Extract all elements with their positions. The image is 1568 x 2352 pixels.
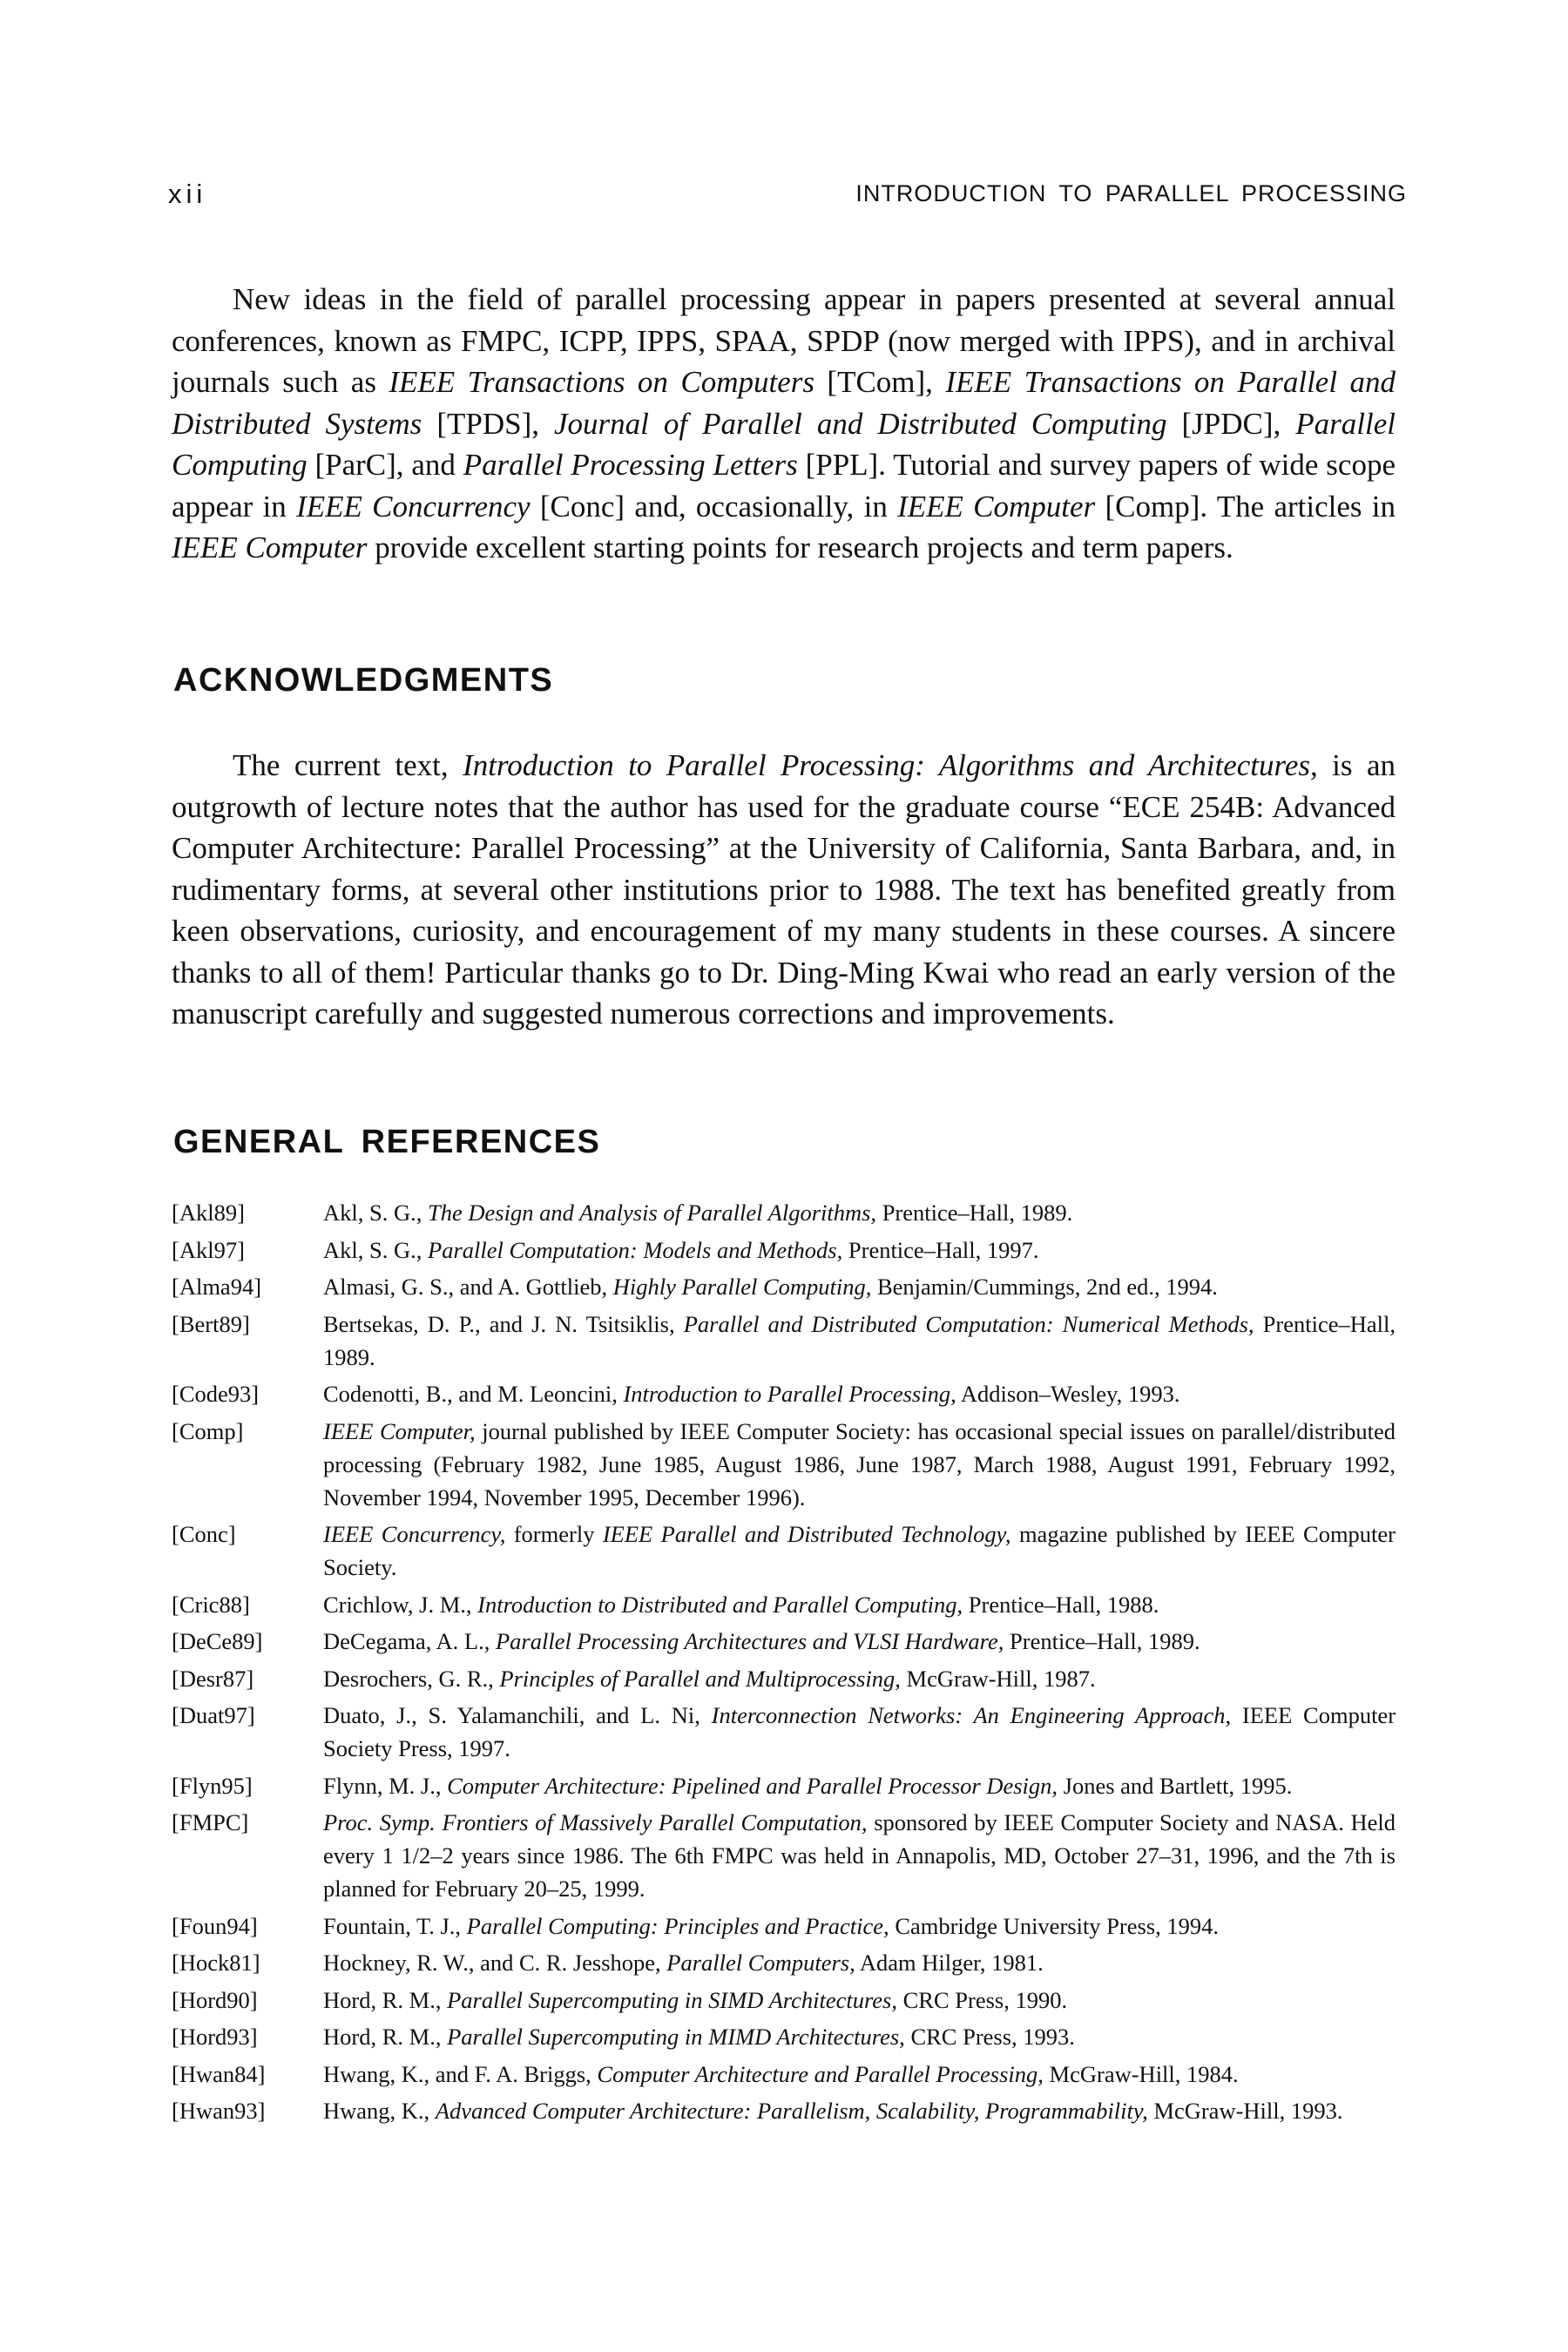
italic-title: Highly Parallel Computing, — [612, 1274, 872, 1300]
reference-item — [172, 1517, 1396, 1584]
reference-item — [172, 1233, 1396, 1267]
text-run: Benjamin/Cummings, 2nd ed., 1994. — [871, 1274, 1218, 1300]
italic-title: IEEE Computer, — [323, 1417, 476, 1444]
text-run: formerly — [505, 1521, 603, 1547]
reference-item — [172, 1588, 1396, 1621]
text-run: Prentice–Hall, 1988. — [963, 1591, 1159, 1618]
reference-list — [172, 1196, 1396, 2132]
reference-key: [Flyn95] — [172, 1772, 253, 1799]
italic-title: IEEE Concurrency, — [323, 1521, 506, 1547]
text-run: New ideas in the field of parallel processing appear in papers presented at several annual conferences, known as FMPC, ICPP, IPPS, SPAA, SPDP (now merged with IPPS), and in archival journals such as — [172, 282, 1396, 399]
reference-key: [Akl97] — [172, 1236, 245, 1263]
reference-item — [172, 1806, 1396, 1905]
italic-title: IEEE Concurrency — [296, 489, 531, 524]
reference-item — [172, 1196, 1396, 1229]
reference-item — [172, 2020, 1396, 2053]
text-run: journal published by IEEE Computer Society: has occasional special issues on parallel/distributed processing (February 1982, June 1985, August 1986, June 1987, March 1988, August 1991, February 1992, November 1994, November 1995, December 1996). — [323, 1417, 1396, 1511]
reference-key: [FMPC] — [172, 1809, 249, 1835]
reference-citation — [323, 1625, 1396, 1658]
running-title: INTRODUCTION TO PARALLEL PROCESSING — [855, 180, 1407, 206]
text-run: McGraw-Hill, 1993. — [1147, 2098, 1343, 2124]
reference-item — [172, 1415, 1396, 1514]
italic-title: Introduction to Parallel Processing: Algorithms and Architectures, — [463, 748, 1318, 782]
reference-item — [172, 1662, 1396, 1695]
reference-key: [Bert89] — [172, 1310, 250, 1337]
italic-title: Parallel Supercomputing in SIMD Architectures, — [447, 1986, 897, 2013]
reference-citation — [323, 1588, 1396, 1621]
text-run: Hockney, R. W., and C. R. Jesshope, — [323, 1950, 667, 1976]
reference-citation — [323, 1806, 1396, 1905]
text-run: [TCom], — [814, 365, 946, 399]
text-run: [PPL]. Tutorial and survey papers of wide scope appear in — [172, 448, 1396, 524]
text-run: Prentice–Hall, 1989. — [876, 1200, 1073, 1226]
intro-paragraph — [172, 279, 1396, 569]
text-run: [Comp]. The articles in — [1095, 489, 1396, 524]
reference-citation — [323, 2020, 1396, 2053]
reference-item — [172, 1625, 1396, 1658]
reference-item — [172, 1946, 1396, 1979]
references-heading: GENERAL REFERENCES — [173, 1124, 601, 1160]
italic-title: Introduction to Distributed and Parallel Computing, — [477, 1591, 963, 1618]
text-run: Prentice–Hall, 1989. — [1004, 1628, 1200, 1654]
reference-citation — [323, 1662, 1396, 1695]
reference-key: [Comp] — [172, 1417, 244, 1444]
reference-key: [Cric88] — [172, 1591, 250, 1618]
reference-key: [Conc] — [172, 1521, 236, 1547]
italic-title: Introduction to Parallel Processing, — [623, 1381, 956, 1407]
text-run: McGraw-Hill, 1984. — [1043, 2060, 1239, 2087]
text-run: is an outgrowth of lecture notes that the author has used for the graduate course “ECE 254B: Advanced Computer Architecture: Parallel Processing” at the University of California, Santa Barbara, and, in rudimentary forms, at several other institutions prior to 1988. The text has benefited greatly from keen observations, curiosity, and encouragement of my many students in these courses. A sincere thanks to all of them! Particular thanks go to Dr. Ding-Ming Kwai who read an early version of the manuscript carefully and suggested numerous corrections and improvements. — [172, 748, 1396, 1031]
reference-citation — [323, 1377, 1396, 1410]
reference-citation — [323, 1517, 1396, 1584]
text-run: [TPDS], — [422, 406, 554, 441]
italic-title: Parallel Processing Architectures and VLSI Hardware, — [495, 1628, 1004, 1654]
text-run: Hwang, K., and F. A. Briggs, — [323, 2060, 598, 2087]
acknowledgments-text — [172, 745, 1396, 1035]
text-run: sponsored by IEEE Computer Society and NASA. Held every 1 1/2–2 years since 1986. The 6th FMPC was held in Annapolis, MD, October 27–31, 1996, and the 7th is planned for February 20–25, 1999. — [323, 1809, 1396, 1902]
text-run: [ParC], and — [307, 448, 463, 482]
italic-title: IEEE Computer — [897, 489, 1096, 524]
italic-title: Parallel and Distributed Computation: Numerical Methods, — [683, 1310, 1254, 1337]
text-run: Almasi, G. S., and A. Gottlieb, — [323, 1274, 613, 1300]
text-run: Codenotti, B., and M. Leoncini, — [323, 1381, 624, 1407]
text-run: Akl, S. G., — [323, 1236, 429, 1263]
italic-title: Journal of Parallel and Distributed Computing — [554, 406, 1167, 441]
text-run: Fountain, T. J., — [323, 1912, 467, 1939]
acknowledgments-heading: ACKNOWLEDGMENTS — [173, 662, 554, 699]
text-run: Prentice–Hall, 1997. — [842, 1236, 1039, 1263]
reference-citation — [323, 1946, 1396, 1979]
reference-item — [172, 1769, 1396, 1802]
text-run: Cambridge University Press, 1994. — [889, 1912, 1220, 1939]
acknowledgments-paragraph — [172, 745, 1396, 1035]
italic-title: Parallel Computers, — [666, 1950, 855, 1976]
reference-item — [172, 1699, 1396, 1765]
reference-key: [Foun94] — [172, 1912, 258, 1939]
reference-key: [Desr87] — [172, 1665, 254, 1692]
reference-citation — [323, 1769, 1396, 1802]
reference-citation — [323, 1196, 1396, 1229]
italic-title: Principles of Parallel and Multiprocessing, — [499, 1665, 901, 1692]
italic-title: Parallel Computing — [172, 406, 1396, 482]
text-run: magazine published by IEEE Computer Society. — [323, 1521, 1396, 1580]
reference-citation — [323, 2058, 1396, 2091]
reference-citation — [323, 1909, 1396, 1943]
reference-citation — [323, 1270, 1396, 1303]
text-run: McGraw-Hill, 1987. — [900, 1665, 1096, 1692]
italic-title: IEEE Computer — [172, 531, 368, 564]
reference-item — [172, 2058, 1396, 2091]
text-run: Addison–Wesley, 1993. — [956, 1381, 1180, 1407]
text-run: Prentice–Hall, 1989. — [323, 1310, 1396, 1370]
text-run: Desrochers, G. R., — [323, 1665, 500, 1692]
reference-citation — [323, 1233, 1396, 1267]
text-run: CRC Press, 1993. — [904, 2024, 1075, 2050]
text-run: provide excellent starting points for research projects and term papers. — [367, 531, 1233, 564]
reference-citation — [323, 1984, 1396, 2017]
reference-key: [Hord90] — [172, 1986, 258, 2013]
reference-key: [Hwan84] — [172, 2060, 266, 2087]
text-run: Hord, R. M., — [323, 2024, 448, 2050]
text-run: Flynn, M. J., — [323, 1772, 448, 1799]
reference-key: [Code93] — [172, 1381, 260, 1407]
italic-title: Parallel Computing: Principles and Practice, — [466, 1912, 889, 1939]
reference-citation — [323, 2094, 1396, 2127]
italic-title: Parallel Computation: Models and Methods, — [428, 1236, 843, 1263]
italic-title: IEEE Transactions on Computers — [389, 365, 814, 399]
italic-title: Computer Architecture: Pipelined and Parallel Processor Design, — [447, 1772, 1058, 1799]
page-number: xii — [168, 179, 207, 209]
italic-title: Advanced Computer Architecture: Parallelism, Scalability, Programmability, — [435, 2098, 1148, 2124]
reference-item — [172, 1909, 1396, 1943]
text-run: CRC Press, 1990. — [896, 1986, 1068, 2013]
text-run: [JPDC], — [1166, 406, 1296, 441]
reference-key: [Duat97] — [172, 1702, 255, 1728]
reference-key: [Hord93] — [172, 2024, 258, 2050]
text-run: Akl, S. G., — [323, 1200, 429, 1226]
italic-title: IEEE Transactions on Parallel and Distributed Systems — [172, 365, 1396, 441]
reference-key: [Hwan93] — [172, 2098, 266, 2124]
reference-item — [172, 1984, 1396, 2017]
text-run: Hord, R. M., — [323, 1986, 448, 2013]
reference-key: [Hock81] — [172, 1950, 260, 1976]
text-run: Adam Hilger, 1981. — [855, 1950, 1044, 1976]
reference-key: [Alma94] — [172, 1274, 262, 1300]
text-run: [Conc] and, occasionally, in — [530, 489, 898, 524]
text-run: Hwang, K., — [323, 2098, 436, 2124]
reference-citation — [323, 1699, 1396, 1765]
reference-item — [172, 1308, 1396, 1374]
text-run: Duato, J., S. Yalamanchili, and L. Ni, — [323, 1702, 712, 1728]
italic-title: Computer Architecture and Parallel Processing, — [597, 2060, 1044, 2087]
reference-item — [172, 1377, 1396, 1410]
text-run: Jones and Bartlett, 1995. — [1058, 1772, 1293, 1799]
italic-title: The Design and Analysis of Parallel Algorithms, — [428, 1200, 877, 1226]
reference-item — [172, 2094, 1396, 2127]
reference-item — [172, 1270, 1396, 1303]
reference-key: [Akl89] — [172, 1200, 245, 1226]
intro-text — [172, 279, 1396, 569]
italic-title: Interconnection Networks: An Engineering Approach, — [711, 1702, 1232, 1728]
reference-key: [DeCe89] — [172, 1628, 263, 1654]
text-run: Crichlow, J. M., — [323, 1591, 478, 1618]
page-header — [161, 179, 1407, 213]
text-run: IEEE Computer Society Press, 1997. — [323, 1702, 1396, 1761]
reference-citation — [323, 1415, 1396, 1514]
text-run: The current text, — [233, 748, 463, 782]
italic-title: Proc. Symp. Frontiers of Massively Parallel Computation, — [323, 1809, 868, 1835]
text-run: Bertsekas, D. P., and J. N. Tsitsiklis, — [323, 1310, 684, 1337]
italic-title: IEEE Parallel and Distributed Technology, — [602, 1521, 1011, 1547]
italic-title: Parallel Processing Letters — [463, 448, 798, 482]
italic-title: Parallel Supercomputing in MIMD Architectures, — [447, 2024, 905, 2050]
reference-citation — [323, 1308, 1396, 1374]
text-run: DeCegama, A. L., — [323, 1628, 496, 1654]
